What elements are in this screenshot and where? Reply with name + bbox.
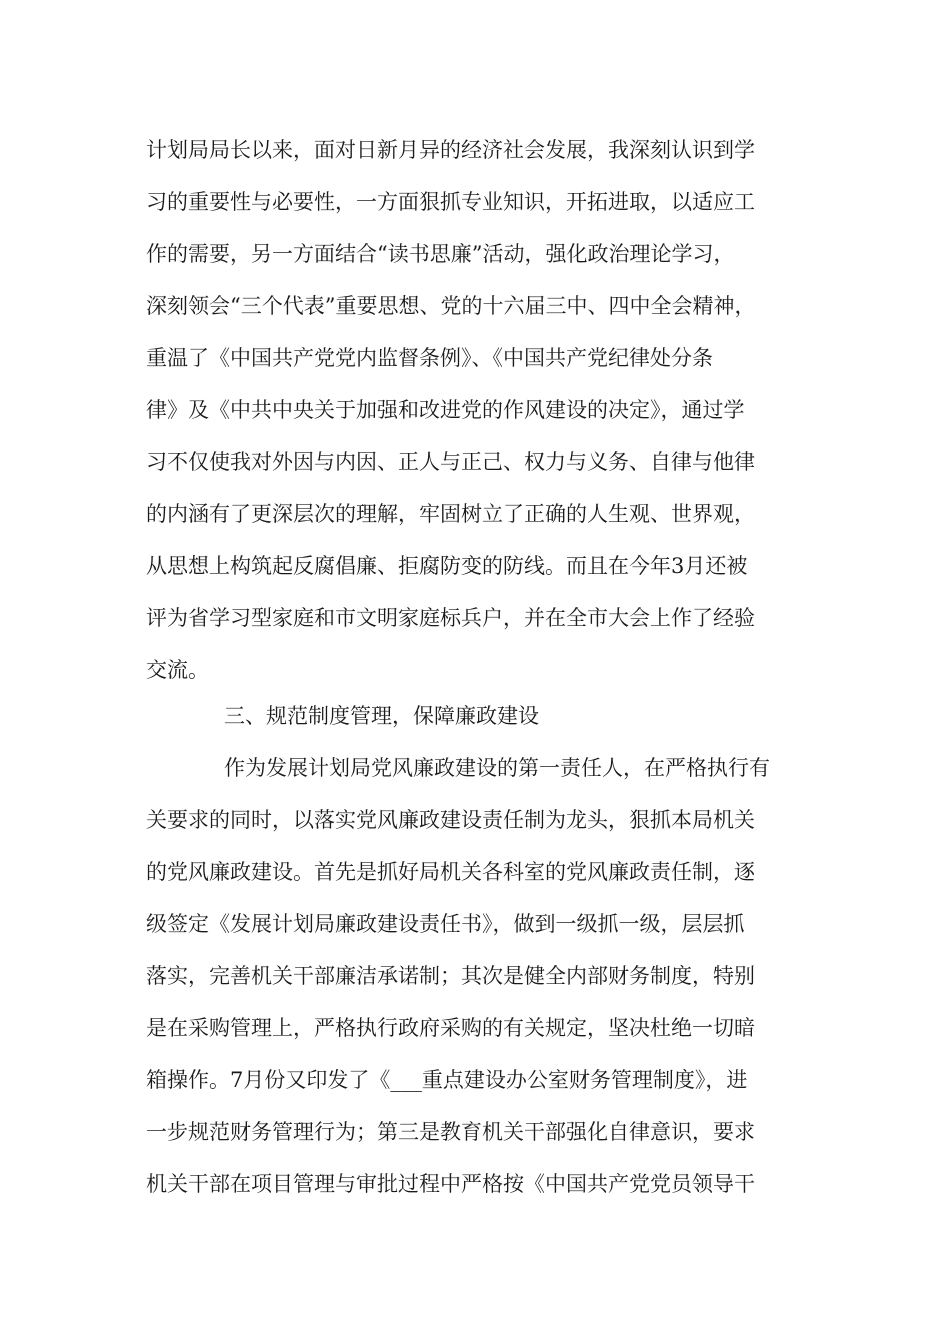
paragraph-line: 计划局局长以来，面对日新月异的经济社会发展，我深刻认识到学 xyxy=(146,138,755,162)
paragraph-line: 机关干部在项目管理与审批过程中严格按《中国共产党党员领导干 xyxy=(146,1172,755,1196)
paragraph-line: 作为发展计划局党风廉政建设的第一责任人，在严格执行有 xyxy=(224,756,770,780)
paragraph-line: 习不仅使我对外因与内因、正人与正己、权力与义务、自律与他律 xyxy=(146,450,755,474)
section-heading: 三、规范制度管理，保障廉政建设 xyxy=(224,704,539,728)
paragraph-line: 作的需要，另一方面结合“读书思廉”活动，强化政治理论学习， xyxy=(146,242,735,266)
paragraph-line: 交流。 xyxy=(146,658,209,682)
paragraph-line: 是在采购管理上，严格执行政府采购的有关规定，坚决杜绝一切暗 xyxy=(146,1016,755,1040)
paragraph-line: 重温了《中国共产党党内监督条例》、《中国共产党纪律处分条 xyxy=(146,346,713,370)
paragraph-line: 关要求的同时，以落实党风廉政建设责任制为龙头，狠抓本局机关 xyxy=(146,808,755,832)
paragraph-line: 落实，完善机关干部廉洁承诺制；其次是健全内部财务制度，特别 xyxy=(146,964,755,988)
paragraph-line: 评为省学习型家庭和市文明家庭标兵户，并在全市大会上作了经验 xyxy=(146,606,755,630)
paragraph-line: 的党风廉政建设。首先是抓好局机关各科室的党风廉政责任制，逐 xyxy=(146,860,755,884)
paragraph-line: 深刻领会“三个代表”重要思想、党的十六届三中、四中全会精神， xyxy=(146,294,756,318)
paragraph-line: 的内涵有了更深层次的理解，牢固树立了正确的人生观、世界观， xyxy=(146,502,755,526)
paragraph-line: 律》及《中共中央关于加强和改进党的作风建设的决定》，通过学 xyxy=(146,398,745,422)
paragraph-line: 级签定《发展计划局廉政建设责任书》，做到一级抓一级，层层抓 xyxy=(146,912,745,936)
paragraph-line: 习的重要性与必要性，一方面狠抓专业知识，开拓进取，以适应工 xyxy=(146,190,755,214)
paragraph-line: 从思想上构筑起反腐倡廉、拒腐防变的防线。而且在今年3月还被 xyxy=(146,554,748,578)
paragraph-line: 箱操作。7月份又印发了《___重点建设办公室财务管理制度》，进 xyxy=(146,1068,748,1092)
paragraph-line: 一步规范财务管理行为；第三是教育机关干部强化自律意识，要求 xyxy=(146,1120,755,1144)
